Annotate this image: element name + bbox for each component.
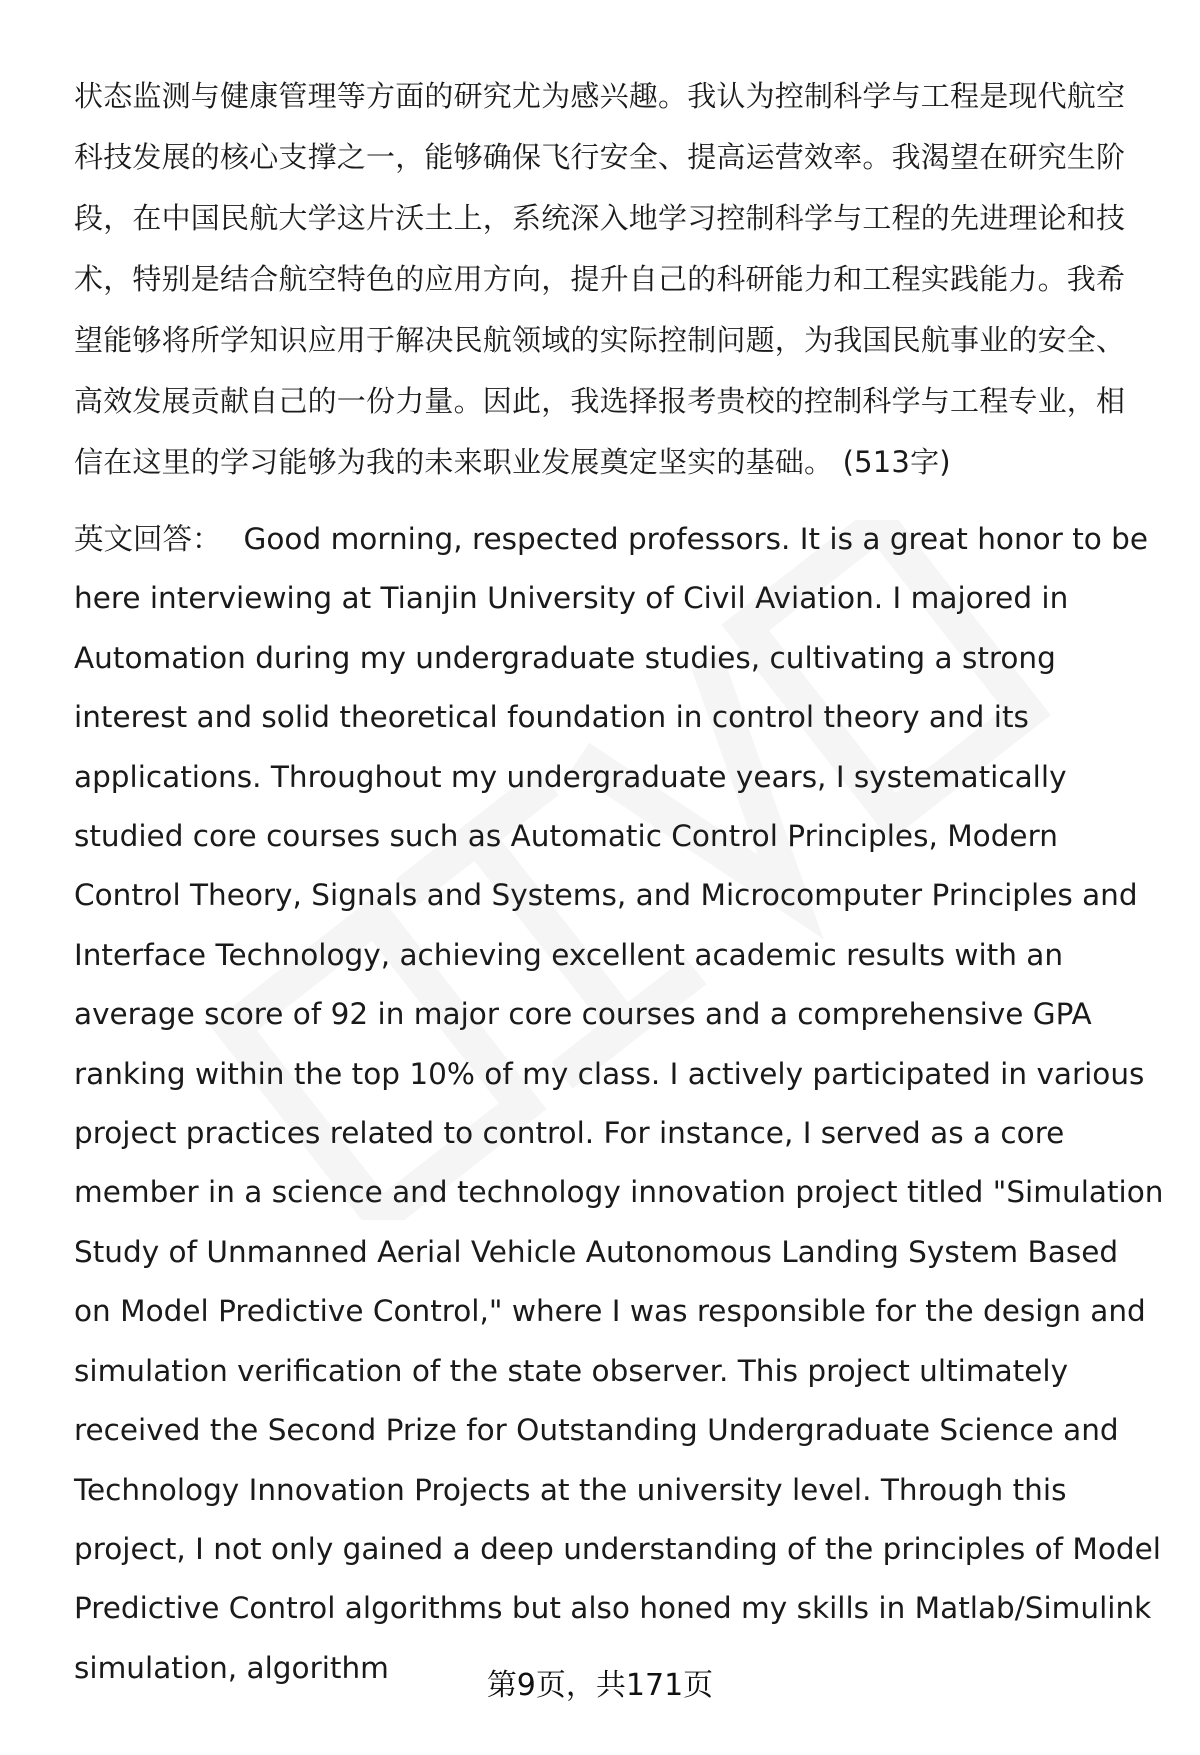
english-answer-paragraph: [74, 510, 1164, 1698]
chinese-answer-paragraph: 状态监测与健康管理等方面的研究尤为感兴趣。我认为控制科学与工程是现代航空科技发展的核心支撑之一，能够确保飞行安全、提高运营效率。我渴望在研究生阶段，在中国民航大学这片沃土上，系统深入地学习控制科学与工程的先进理论和技术，特别是结合航空特色的应用方向，提升自己的科研能力和工程实践能力。我希望能够将所学知识应用于解决民航领域的实际控制问题，为我国民航事业的安全、高效发展贡献自己的一份力量。因此，我选择报考贵校的控制科学与工程专业，相信在这里的学习能够为我的未来职业发展奠定坚实的基础。 (513字): [74, 79, 1126, 479]
page-number-footer: 第9页，共171页: [486, 1668, 714, 1703]
english-answer-label: 英文回答：: [74, 522, 222, 556]
english-answer-text: Good morning, respected professors. It is a great honor to be here interviewing at Tianjin University of Civil Aviation. I majored in Automation during my undergraduate studies, cultivating a strong interest and solid theoretical foundation in control theory and its applications. Throughout my undergraduate years, I systematically studied core courses such as Automatic Control Principles, Modern Control Theory, Signals and Systems, and Microcomputer Principles and Interface Technology, achieving excellent academic results with an average score of 92 in major core courses and a comprehensive GPA ranking within the top 10% of my class. I actively participated in various project practices related to control. For instance, I served as a core member in a science and technology innovation project titled "Simulation Study of Unmanned Aerial Vehicle Autonomous Landing System Based on Model Predictive Control," where I was responsible for the design and simulation verification of the state observer. This project ultimately received the Second Prize for Outstanding Undergraduate Science and Technology Innovation Projects at the university level. Through this project, I not only gained a deep understanding of the principles of Model Predictive Control algorithms but also honed my skills in Matlab/Simulink simulation, algorithm: [74, 522, 1164, 1685]
